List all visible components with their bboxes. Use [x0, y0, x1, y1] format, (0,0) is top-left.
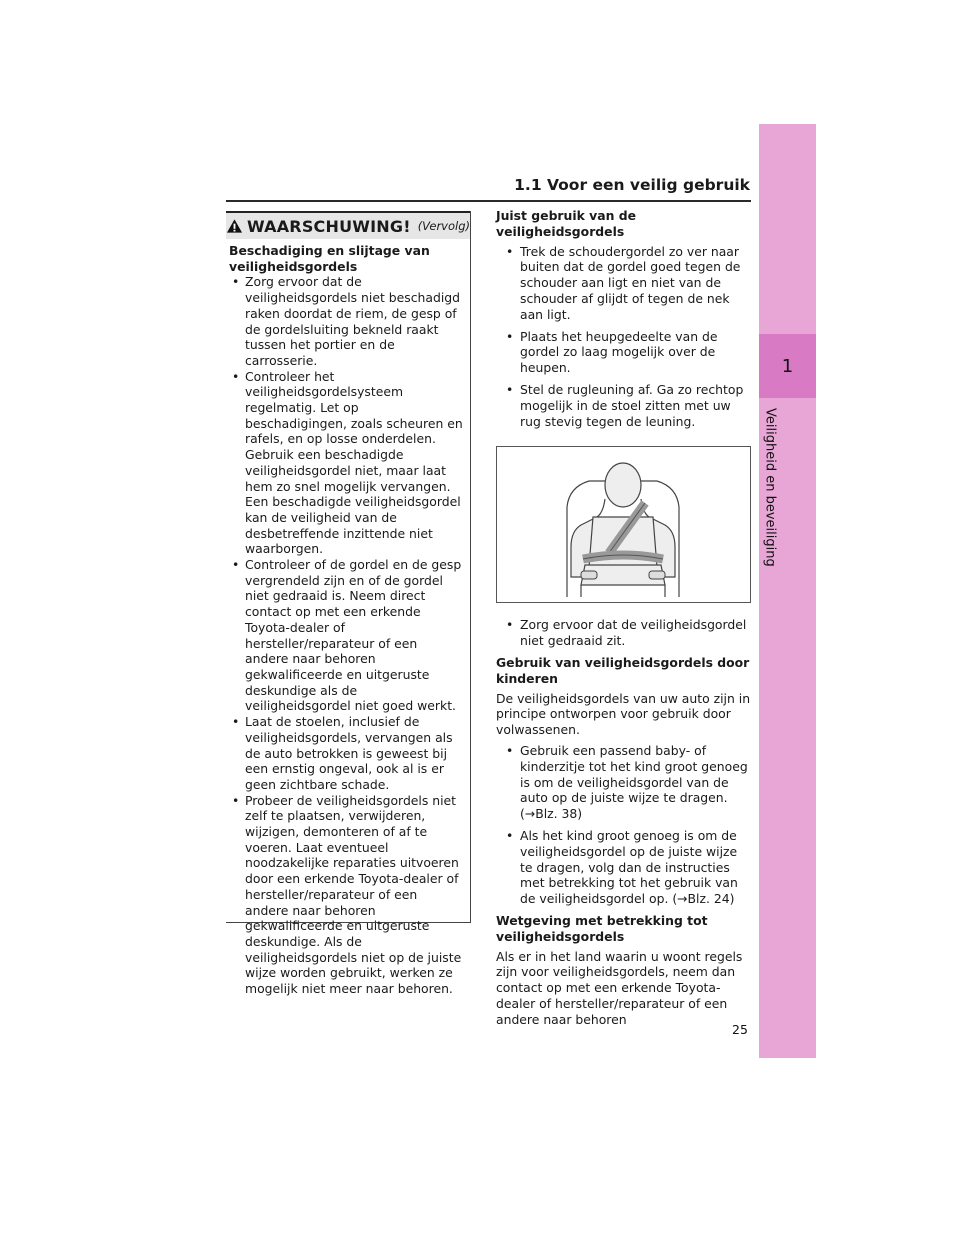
heading-correct-use: Juist gebruik van de veiligheidsgordels [496, 208, 637, 239]
warning-triangle-icon [226, 218, 243, 234]
main-column [496, 208, 752, 1032]
warning-box [226, 211, 471, 997]
chapter-number: 1 [759, 334, 816, 398]
chapter-side-tab [759, 124, 816, 1058]
section-title: 1.1 Voor een veilig gebruik [514, 176, 750, 194]
warning-body [226, 239, 470, 997]
list-item: • Als het kind groot genoeg is om de veiligheidsgordel op de juiste wijze te dragen, volg dan de instructies met betrekking tot het gebruik van de veiligheidsgordel op. (→Blz. 24) [496, 828, 752, 907]
list-item: • Zorg ervoor dat de veiligheidsgordel niet gedraaid zit. [496, 617, 752, 649]
list-item: • Controleer of de gordel en de gesp vergrendeld zijn en of de gordel niet gedraaid is. Neem direct contact op met een erkende Toyota-dealer of hersteller/reparateur of een andere naar behoren gekwalificeerde en uitgeruste deskundige als de veiligheidsgordel niet goed werkt. [229, 557, 464, 714]
warning-header [226, 211, 470, 239]
warning-subheading: Beschadiging en slijtage van veiligheidsgordels [229, 243, 430, 274]
header-rule [226, 200, 751, 202]
list-item: • Laat de stoelen, inclusief de veiligheidsgordels, vervangen als de auto betrokken is geweest bij een ernstig ongeval, ook al is er geen zichtbare schade. [229, 714, 464, 793]
seated-person-seatbelt-icon [497, 447, 750, 602]
twist-list [496, 617, 752, 649]
seatbelt-illustration [496, 446, 751, 603]
heading-children: Gebruik van veiligheidsgordels door kinderen [496, 654, 750, 686]
list-item: • Trek de schoudergordel zo ver naar buiten dat de gordel goed tegen de schouder aan ligt en niet van de schouder af glijdt of tegen de nek aan ligt. [496, 244, 752, 323]
list-item: • Stel de rugleuning af. Ga zo rechtop mogelijk in de stoel zitten met uw rug stevig tegen de leuning. [496, 382, 752, 429]
list-item: • Plaats het heupgedeelte van de gordel zo laag mogelijk over de heupen. [496, 329, 752, 376]
list-item: • Probeer de veiligheidsgordels niet zelf te plaatsen, verwijderen, wijzigen, demonteren of af te voeren. Laat eventueel noodzakelijke reparaties uitvoeren door een erkende Toyota-dealer of hersteller/reparateur of een andere naar behoren gekwalificeerde en uitgeruste deskundige. Als de veiligheidsgordels niet op de juiste wijze worden gebruikt, werken ze mogelijk niet meer naar behoren. [229, 793, 464, 997]
legislation-paragraph: Als er in het land waarin u woont regels zijn voor veiligheidsgordels, neem dan contact op met een erkende Toyota-dealer of hersteller/reparateur of een andere naar behoren [496, 948, 743, 1027]
chapter-title: Veiligheid en beveiliging [762, 408, 778, 567]
list-item: • Controleer het veiligheidsgordelsysteem regelmatig. Let op beschadigingen, zoals scheuren en rafels, en op losse onderdelen. Gebruik een beschadigde veiligheidsgordel niet, maar laat hem zo snel mogelijk vervangen. Een beschadigde veiligheidsgordel kan de veiligheid van de desbetreffende inzittende niet waarborgen. [229, 369, 464, 557]
heading-legislation: Wetgeving met betrekking tot veiligheidsgordels [496, 912, 708, 944]
list-item: • Zorg ervoor dat de veiligheidsgordels niet beschadigd raken doordat de riem, de gesp of de gordelsluiting bekneld raakt tussen het portier en de carrosserie. [229, 274, 464, 368]
correct-use-list [496, 244, 752, 430]
page-number: 25 [732, 1022, 748, 1037]
warning-continued: (Vervolg) [417, 219, 470, 233]
warning-list [229, 274, 464, 996]
list-item: • Gebruik een passend baby- of kinderzitje tot het kind groot genoeg is om de veiligheidsgordel van de auto op de juiste wijze te dragen. (→Blz. 38) [496, 743, 752, 822]
children-paragraph: De veiligheidsgordels van uw auto zijn in principe ontworpen voor gebruik door volwassenen. [496, 690, 751, 738]
children-list [496, 743, 752, 907]
warning-title: WAARSCHUWING! [247, 216, 411, 236]
